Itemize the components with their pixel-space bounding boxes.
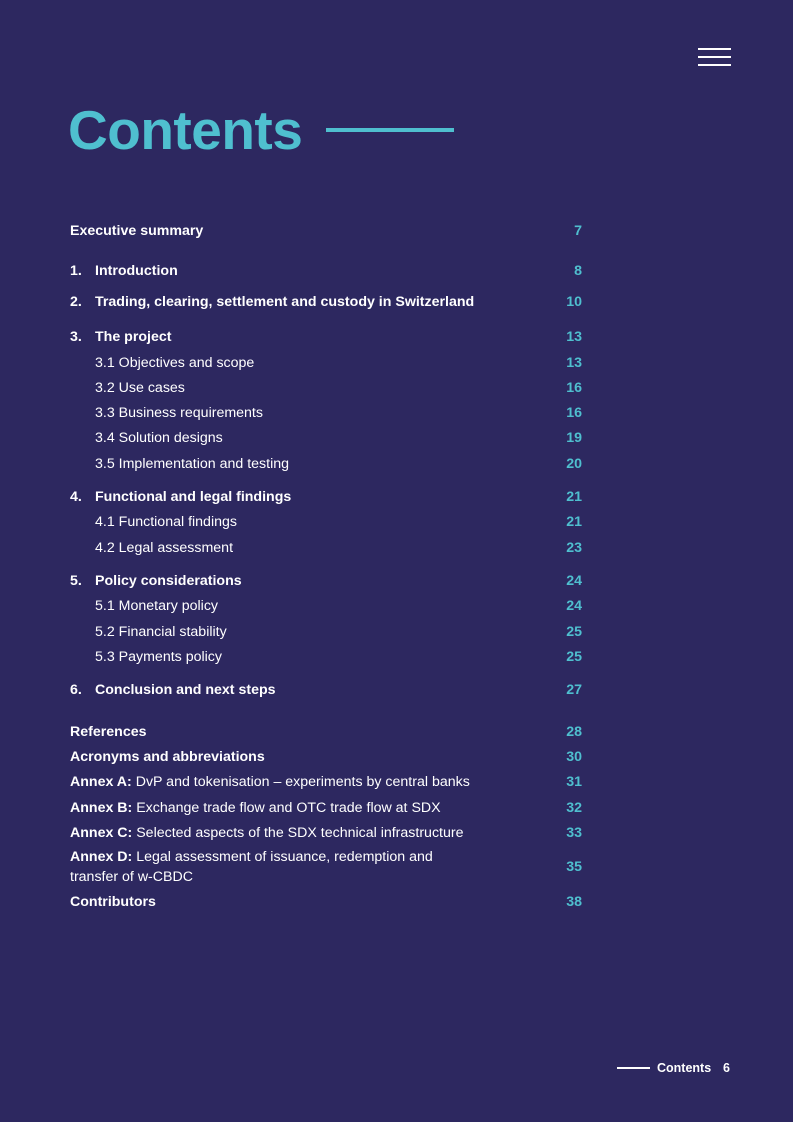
- toc-entry-page: 25: [566, 649, 582, 665]
- toc-entry-label: [95, 622, 227, 642]
- menu-bar-top: [698, 48, 731, 50]
- toc-entry-text: References: [70, 724, 147, 740]
- toc-entry-text: 4.1 Functional findings: [95, 514, 237, 530]
- toc-entry-label: [95, 538, 233, 558]
- toc-entry-page: 32: [566, 800, 582, 816]
- toc-entry-page: 13: [566, 355, 582, 371]
- toc-entry-annex-prefix: Annex D:: [70, 849, 133, 865]
- toc-entry-label: [95, 403, 263, 423]
- toc-entry-text: 4.2 Legal assessment: [95, 540, 234, 556]
- toc-entry-label: [70, 823, 464, 843]
- toc-entry-text: Conclusion and next steps: [95, 682, 276, 698]
- toc-entry-label: [70, 261, 178, 281]
- toc-entry-page: 25: [566, 624, 582, 640]
- toc-entry-page: 30: [566, 749, 582, 765]
- toc-entry-label: [70, 772, 470, 792]
- toc-entry-label: [95, 454, 289, 474]
- toc-entry-annex-prefix: Annex C:: [70, 825, 133, 841]
- toc-entry-label: [95, 596, 218, 616]
- toc-entry-annex-prefix: Annex B:: [70, 800, 133, 816]
- page-footer: [617, 1059, 737, 1077]
- toc-entry-label: [70, 221, 203, 241]
- toc-entry-label: [70, 798, 441, 818]
- toc-entry-page: 33: [566, 825, 582, 841]
- menu-bar-middle: [698, 56, 731, 58]
- toc-entry-text: Trading, clearing, settlement and custody in Switzerland: [95, 294, 475, 310]
- toc-entry-label: [70, 292, 474, 312]
- toc-entry-page: 24: [566, 573, 582, 589]
- toc-entry-page: 16: [566, 380, 582, 396]
- toc-entry-page: 31: [566, 774, 582, 790]
- toc-entry-text: 3.1 Objectives and scope: [95, 355, 255, 371]
- toc-entry-label: [95, 353, 254, 373]
- toc-entry-page: 24: [566, 598, 582, 614]
- toc-entry-label: [70, 487, 291, 507]
- toc-entry-text: Acronyms and abbreviations: [70, 749, 265, 765]
- toc-entry-number: 4.: [70, 489, 82, 505]
- toc-entry-label: [70, 847, 450, 887]
- toc-entry-text: 3.4 Solution designs: [95, 430, 223, 446]
- toc-entry-page: 20: [566, 456, 582, 472]
- toc-entry-annex-prefix: Annex A:: [70, 774, 132, 790]
- toc-entry-label: [70, 722, 147, 742]
- toc-entry-label: [95, 378, 185, 398]
- toc-entry-number: 6.: [70, 682, 82, 698]
- toc-entry-number: 1.: [70, 263, 82, 279]
- toc-entry-text: 3.2 Use cases: [95, 380, 185, 396]
- toc-entry-page: 21: [566, 514, 582, 530]
- toc-entry-label: [95, 647, 222, 667]
- toc-entry-page: 8: [574, 263, 582, 279]
- page-title: Contents: [68, 99, 303, 161]
- toc-entry-label: [70, 327, 171, 347]
- toc-entry-text: 5.2 Financial stability: [95, 624, 227, 640]
- toc-entry-number: 5.: [70, 573, 82, 589]
- toc-entry-label: [70, 747, 265, 767]
- toc-entry-page: 13: [566, 329, 582, 345]
- toc-entry-text: 5.1 Monetary policy: [95, 598, 219, 614]
- toc-entry-text: Policy considerations: [95, 573, 242, 589]
- toc-entry-page: 23: [566, 540, 582, 556]
- toc-entry-label: [70, 571, 242, 591]
- toc-entry-text: Introduction: [95, 263, 178, 279]
- toc-entry-page: 16: [566, 405, 582, 421]
- toc-entry-text: Selected aspects of the SDX technical infrastructure: [132, 825, 464, 841]
- toc-entry-text: The project: [95, 329, 172, 345]
- toc-entry-page: 10: [566, 294, 582, 310]
- title-rule: [326, 128, 454, 132]
- toc-entry-text: Executive summary: [70, 223, 204, 239]
- toc-entry-label: [95, 512, 237, 532]
- toc-entry-text: 5.3 Payments policy: [95, 649, 222, 665]
- toc-entry-page: 28: [566, 724, 582, 740]
- footer-page-number: 6: [723, 1061, 730, 1075]
- toc-entry-page: 35: [566, 859, 582, 875]
- toc-entry-page: 21: [566, 489, 582, 505]
- toc-entry-label: [95, 428, 223, 448]
- toc-entry-text: Contributors: [70, 894, 156, 910]
- toc-entry-text: 3.5 Implementation and testing: [95, 456, 290, 472]
- footer-section-label: Contents: [657, 1061, 712, 1075]
- toc-entry-text: DvP and tokenisation – experiments by central banks: [131, 774, 470, 790]
- footer-rule: [617, 1067, 650, 1069]
- toc-entry-number: 3.: [70, 329, 82, 345]
- toc-entry-text: Legal assessment of issuance, redemption and transfer of w-CBDC: [70, 849, 433, 885]
- toc-entry-page: 19: [566, 430, 582, 446]
- toc-entry-page: 27: [566, 682, 582, 698]
- toc-entry-text: Exchange trade flow and OTC trade flow at SDX: [132, 800, 441, 816]
- toc-entry-page: 7: [574, 223, 582, 239]
- toc-entry-label: [70, 680, 276, 700]
- toc-entry-page: 38: [566, 894, 582, 910]
- toc-entry-text: 3.3 Business requirements: [95, 405, 263, 421]
- toc-entry-text: Functional and legal findings: [95, 489, 292, 505]
- toc-entry-number: 2.: [70, 294, 82, 310]
- menu-bar-bottom: [698, 64, 731, 66]
- hamburger-menu-icon[interactable]: [698, 48, 731, 68]
- toc-entry-label: [70, 892, 156, 912]
